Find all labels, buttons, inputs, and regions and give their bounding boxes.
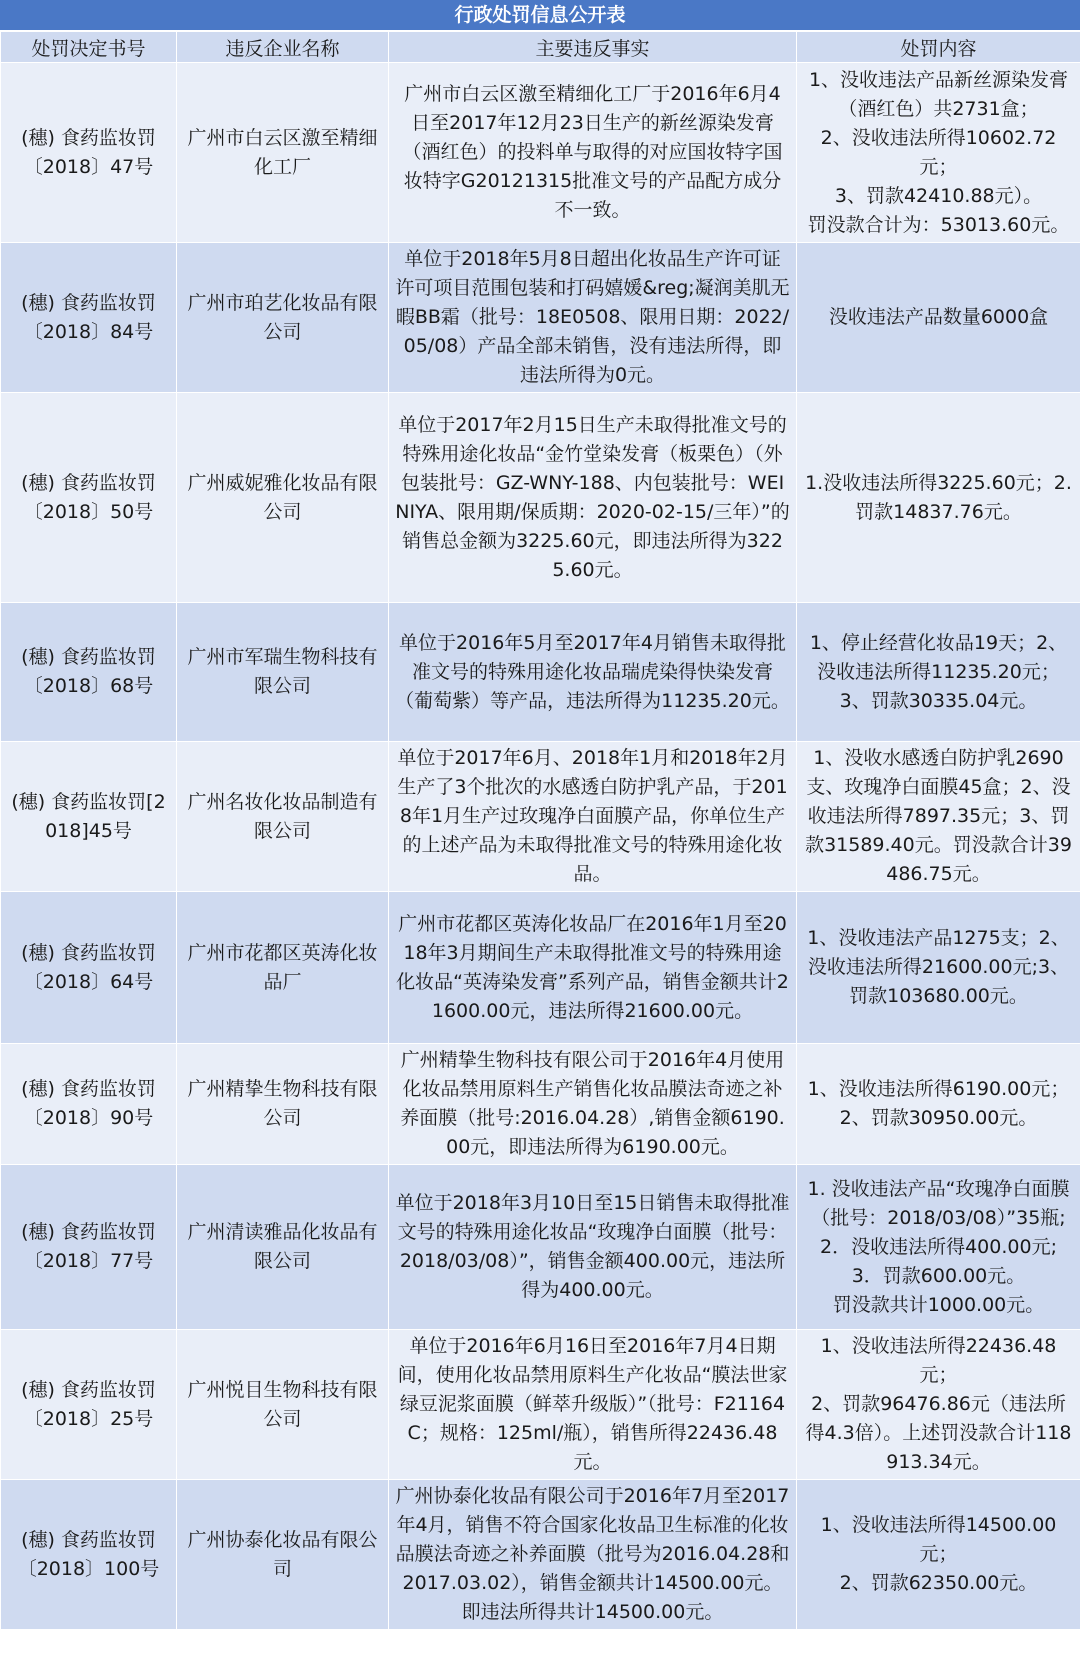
cell-case-no: (穗) 食药监妆罚[2018]45号 (1, 742, 177, 892)
table-row (1, 1165, 1080, 1330)
cell-facts: 广州市白云区激至精细化工厂于2016年6月4日至2017年12月23日生产的新丝源染发膏（酒红色）的投料单与取得的对应国妆特字国妆特字G20121315批准文号的产品配方成分不一致。 (389, 63, 797, 243)
table-row (1, 892, 1080, 1044)
cell-penalty: 1、没收水感透白防护乳2690支、玫瑰净白面膜45盒；2、没收违法所得7897.35元；3、罚款31589.40元。罚没款合计39486.75元。 (797, 742, 1080, 892)
cell-company: 广州威妮雅化妆品有限公司 (177, 393, 389, 603)
cell-penalty: 1、没收违法所得22436.48元； 2、罚款96476.86元（违法所得4.3倍）。上述罚没款合计118913.34元。 (797, 1330, 1080, 1480)
cell-case-no: (穗) 食药监妆罚〔2018〕47号 (1, 63, 177, 243)
table-row (1, 1330, 1080, 1480)
cell-company: 广州协泰化妆品有限公司 (177, 1480, 389, 1630)
cell-company: 广州清读雅品化妆品有限公司 (177, 1165, 389, 1330)
cell-facts: 广州市花都区英涛化妆品厂在2016年1月至2018年3月期间生产未取得批准文号的特殊用途化妆品“英涛染发膏”系列产品，销售金额共计21600.00元，违法所得21600.00元。 (389, 892, 797, 1044)
table-row (1, 1044, 1080, 1165)
cell-case-no: (穗) 食药监妆罚〔2018〕84号 (1, 243, 177, 393)
cell-penalty: 1. 没收违法产品“玫瑰净白面膜（批号：2018/03/08）”35瓶; 2．没收违法所得400.00元; 3．罚款600.00元。 罚没款共计1000.00元。 (797, 1165, 1080, 1330)
header-company: 违反企业名称 (177, 32, 389, 63)
cell-case-no: (穗) 食药监妆罚〔2018〕64号 (1, 892, 177, 1044)
header-penalty: 处罚内容 (797, 32, 1080, 63)
cell-facts: 单位于2018年5月8日超出化妆品生产许可证许可项目范围包装和打码嬉媛&reg;凝润美肌无暇BB霜（批号：18E0508、限用日期：2022/05/08）产品全部未销售，没有违法所得，即违法所得为0元。 (389, 243, 797, 393)
cell-facts: 广州协泰化妆品有限公司于2016年7月至2017年4月，销售不符合国家化妆品卫生标准的化妆品膜法奇迹之补养面膜（批号为2016.04.28和2017.03.02），销售金额共计14500.00元。即违法所得共计14500.00元。 (389, 1480, 797, 1630)
cell-case-no: (穗) 食药监妆罚〔2018〕25号 (1, 1330, 177, 1480)
cell-facts: 单位于2016年5月至2017年4月销售未取得批准文号的特殊用途化妆品瑞虎染得快染发膏（葡萄紫）等产品，违法所得为11235.20元。 (389, 603, 797, 742)
cell-facts: 单位于2016年6月16日至2016年7月4日期间，使用化妆品禁用原料生产化妆品“膜法世家 绿豆泥浆面膜（鲜萃升级版）”（批号：F21164C；规格：125ml/瓶），销售所得22436.48元。 (389, 1330, 797, 1480)
cell-penalty: 1、没收违法所得6190.00元；2、罚款30950.00元。 (797, 1044, 1080, 1165)
cell-case-no: (穗) 食药监妆罚〔2018〕68号 (1, 603, 177, 742)
cell-case-no: (穗) 食药监妆罚〔2018〕90号 (1, 1044, 177, 1165)
table-row (1, 1480, 1080, 1630)
cell-penalty: 1、没收违法所得14500.00元； 2、罚款62350.00元。 (797, 1480, 1080, 1630)
cell-company: 广州市珀艺化妆品有限公司 (177, 243, 389, 393)
cell-facts: 单位于2017年2月15日生产未取得批准文号的特殊用途化妆品“金竹堂染发膏（板栗色）（外包装批号：GZ-WNY-188、内包装批号：WEINIYA、限用期/保质期：2020-02-15/三年）”的销售总金额为3225.60元，即违法所得为3225.60元。 (389, 393, 797, 603)
cell-company: 广州名妆化妆品制造有限公司 (177, 742, 389, 892)
cell-facts: 单位于2017年6月、2018年1月和2018年2月生产了3个批次的水感透白防护乳产品，于2018年1月生产过玫瑰净白面膜产品，你单位生产的上述产品为未取得批准文号的特殊用途化妆品。 (389, 742, 797, 892)
cell-company: 广州精挚生物科技有限公司 (177, 1044, 389, 1165)
table-title: 行政处罚信息公开表 (0, 0, 1080, 31)
cell-company: 广州市白云区激至精细化工厂 (177, 63, 389, 243)
header-facts: 主要违反事实 (389, 32, 797, 63)
table-row (1, 243, 1080, 393)
cell-penalty: 1、没收违法产品1275支；2、没收违法所得21600.00元;3、罚款103680.00元。 (797, 892, 1080, 1044)
penalty-table (0, 31, 1080, 1630)
table-row (1, 393, 1080, 603)
cell-penalty: 1、停止经营化妆品19天；2、没收违法所得11235.20元；3、罚款30335.04元。 (797, 603, 1080, 742)
cell-company: 广州市花都区英涛化妆品厂 (177, 892, 389, 1044)
cell-case-no: (穗) 食药监妆罚〔2018〕77号 (1, 1165, 177, 1330)
cell-penalty: 没收违法产品数量6000盒 (797, 243, 1080, 393)
cell-penalty: 1、没收违法产品新丝源染发膏（酒红色）共2731盒； 2、没收违法所得10602.72元； 3、罚款42410.88元）。 罚没款合计为：53013.60元。 (797, 63, 1080, 243)
table-row (1, 63, 1080, 243)
header-row (1, 32, 1080, 63)
table-row (1, 603, 1080, 742)
cell-facts: 广州精挚生物科技有限公司于2016年4月使用化妆品禁用原料生产销售化妆品膜法奇迹之补养面膜（批号:2016.04.28）,销售金额6190.00元，即违法所得为6190.00元。 (389, 1044, 797, 1165)
cell-company: 广州悦目生物科技有限公司 (177, 1330, 389, 1480)
cell-penalty: 1.没收违法所得3225.60元；2.罚款14837.76元。 (797, 393, 1080, 603)
header-case-no: 处罚决定书号 (1, 32, 177, 63)
cell-case-no: (穗) 食药监妆罚〔2018〕50号 (1, 393, 177, 603)
cell-case-no: (穗) 食药监妆罚〔2018〕100号 (1, 1480, 177, 1630)
cell-company: 广州市军瑞生物科技有限公司 (177, 603, 389, 742)
cell-facts: 单位于2018年3月10日至15日销售未取得批准文号的特殊用途化妆品“玫瑰净白面膜（批号：2018/03/08）”，销售金额400.00元，违法所得为400.00元。 (389, 1165, 797, 1330)
table-row (1, 742, 1080, 892)
